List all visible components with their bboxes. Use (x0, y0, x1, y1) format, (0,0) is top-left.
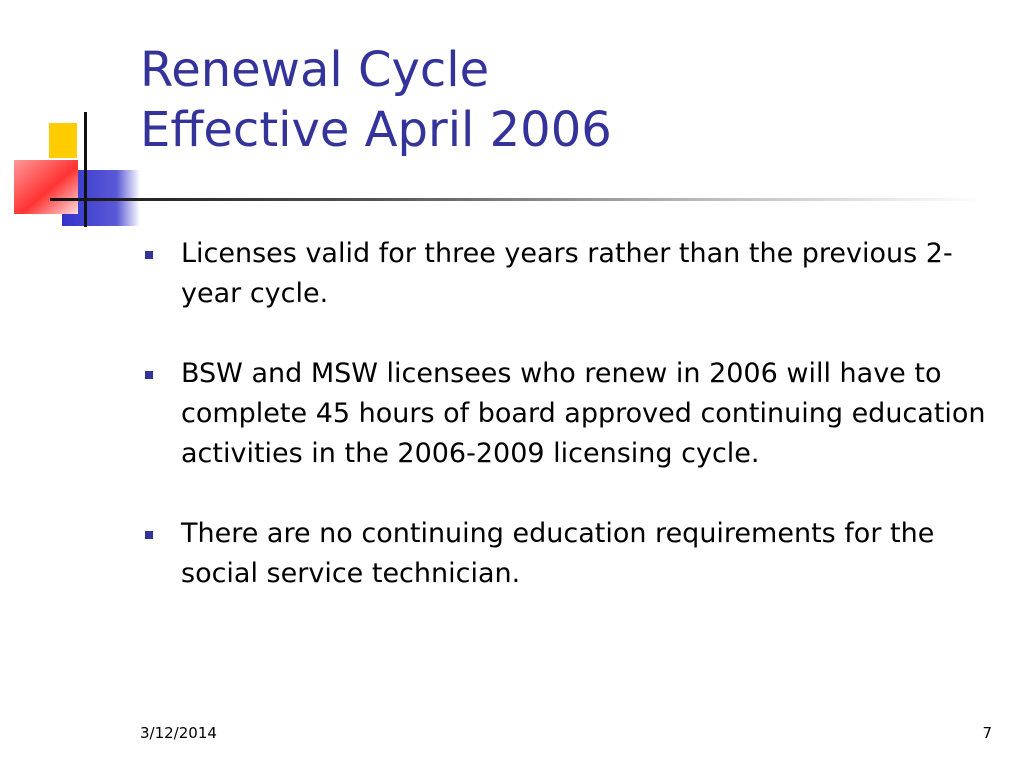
bullet-text: There are no continuing education requirements for the social service technician. (181, 518, 935, 589)
slide-number: 7 (982, 724, 992, 742)
title-underline-rule (50, 198, 985, 201)
bullet-text: BSW and MSW licensees who renew in 2006 will have to complete 45 hours of board approved continuing education activities in the 2006-2009 licensing cycle. (181, 358, 986, 469)
bullet-item (145, 234, 1005, 314)
yellow-square (49, 123, 77, 158)
decorative-squares-graphic (0, 100, 150, 230)
title-line-1: Renewal Cycle (140, 42, 490, 98)
square-bullet-icon (145, 251, 153, 259)
footer-date: 3/12/2014 (140, 724, 217, 742)
bullet-list (145, 234, 1005, 634)
title-line-2: Effective April 2006 (140, 102, 612, 158)
square-bullet-icon (145, 371, 153, 379)
bullet-item (145, 514, 1005, 594)
bullet-item (145, 354, 1005, 474)
vertical-line (84, 112, 87, 227)
square-bullet-icon (145, 531, 153, 539)
slide-title (140, 40, 612, 160)
bullet-text: Licenses valid for three years rather than the previous 2-year cycle. (181, 238, 953, 309)
red-square (14, 160, 78, 214)
